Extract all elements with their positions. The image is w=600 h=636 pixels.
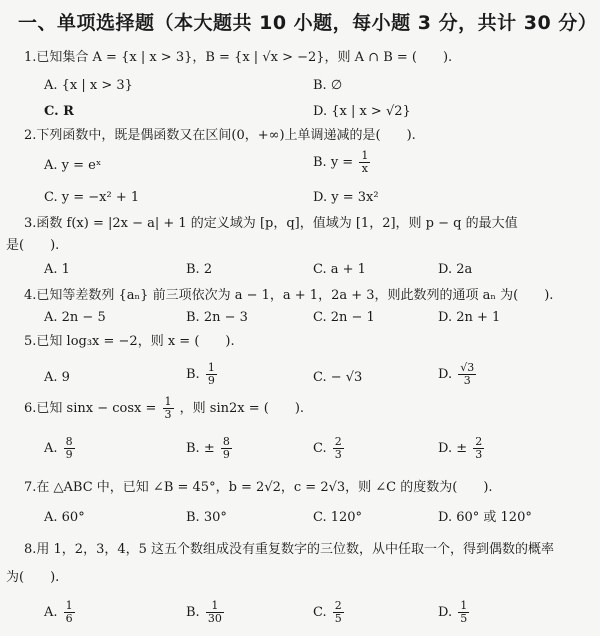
q8-option-b: B. $\frac{1}{30}$ (186, 599, 222, 625)
q5-option-d: D. $\frac{√3}{3}$ (438, 361, 475, 387)
q2-option-b-fraction: $\frac{1}{x}$ (361, 149, 369, 175)
q3-option-d: D. 2a (438, 262, 473, 277)
q8-option-b-fraction: $\frac{1}{30}$ (207, 599, 222, 625)
q7-option-c: C. 120° (313, 510, 363, 525)
q6-option-a: A. $\frac{8}{9}$ (44, 435, 73, 461)
q8-option-d: D. $\frac{1}{5}$ (438, 599, 468, 625)
q3-option-b: B. 2 (186, 262, 213, 277)
q8-option-d-fraction: $\frac{1}{5}$ (460, 599, 468, 625)
q1-option-b: B. ∅ (313, 78, 343, 93)
q1-option-a: A. {x | x > 3} (44, 78, 133, 93)
q5-option-c: C. − √3 (313, 370, 363, 385)
q1-option-d: D. {x | x > √2} (313, 104, 411, 119)
q6-option-b: B. ± $\frac{8}{9}$ (186, 435, 230, 461)
q6-option-c: C. $\frac{2}{3}$ (313, 435, 342, 461)
question-6-stem: 6.已知 sinx − cosx = $\frac{1}{3}$ ，则 sin2x = ( ). (24, 395, 305, 421)
q2-option-a: A. y = eˣ (44, 158, 102, 173)
q2-option-c: C. y = −x² + 1 (44, 190, 140, 205)
q8-option-a: A. $\frac{1}{6}$ (44, 599, 73, 625)
q4-option-a: A. 2n − 5 (44, 310, 106, 325)
question-3-stem: 3.函数 f(x) = |2x − a| + 1 的定义域为 [p，q]，值域为 [1，2]，则 p − q 的最大值 (24, 216, 518, 231)
question-4-stem: 4.已知等差数列 {aₙ} 前三项依次为 a − 1，a + 1，2a + 3，则此数列的通项 aₙ 为( ). (24, 288, 554, 303)
question-8-stem: 8.用 1，2，3，4，5 这五个数组成没有重复数字的三位数，从中任取一个，得到偶数的概率 (24, 542, 555, 557)
q8-option-a-fraction: $\frac{1}{6}$ (65, 599, 73, 625)
q5-option-b: B. $\frac{1}{9}$ (186, 361, 215, 387)
q5-option-a: A. 9 (44, 370, 70, 385)
q2-option-d: D. y = 3x² (313, 190, 379, 205)
q4-option-c: C. 2n − 1 (313, 310, 375, 325)
q1-option-c: C. R (44, 104, 74, 119)
q5-option-d-fraction: $\frac{√3}{3}$ (460, 361, 475, 387)
question-1-stem: 1.已知集合 A = {x | x > 3}，B = {x | √x > −2}，则 A ∩ B = ( ). (24, 50, 453, 65)
q6-option-d-fraction: $\frac{2}{3}$ (475, 435, 483, 461)
q7-option-b: B. 30° (186, 510, 227, 525)
q3-option-a: A. 1 (44, 262, 70, 277)
q6-option-c-fraction: $\frac{2}{3}$ (334, 435, 342, 461)
q4-option-b: B. 2n − 3 (186, 310, 248, 325)
q7-option-d: D. 60° 或 120° (438, 510, 532, 525)
question-2-stem: 2.下列函数中，既是偶函数又在区间(0，+∞)上单调递减的是( ). (24, 128, 416, 143)
question-5-stem: 5.已知 log₃x = −2，则 x = ( ). (24, 334, 235, 349)
q8-option-c: C. $\frac{2}{5}$ (313, 599, 342, 625)
q8-option-c-fraction: $\frac{2}{5}$ (334, 599, 342, 625)
q2-option-b: B. y = $\frac{1}{x}$ (313, 149, 369, 175)
question-7-stem: 7.在 △ABC 中，已知 ∠B = 45°，b = 2√2，c = 2√3，则 ∠C 的度数为( ). (24, 480, 493, 495)
q6-option-d: D. ± $\frac{2}{3}$ (438, 435, 483, 461)
question-3-stem-continued: 是( ). (6, 238, 60, 253)
q7-option-a: A. 60° (44, 510, 85, 525)
q3-option-c: C. a + 1 (313, 262, 366, 277)
section-heading: 一、单项选择题（本大题共 10 小题，每小题 3 分，共计 30 分） (18, 12, 598, 34)
q4-option-d: D. 2n + 1 (438, 310, 501, 325)
q6-option-b-fraction: $\frac{8}{9}$ (222, 435, 230, 461)
question-8-stem-continued: 为( ). (6, 570, 60, 585)
q6-option-a-fraction: $\frac{8}{9}$ (65, 435, 73, 461)
q6-stem-fraction: $\frac{1}{3}$ (164, 395, 172, 421)
q5-option-b-fraction: $\frac{1}{9}$ (207, 361, 215, 387)
